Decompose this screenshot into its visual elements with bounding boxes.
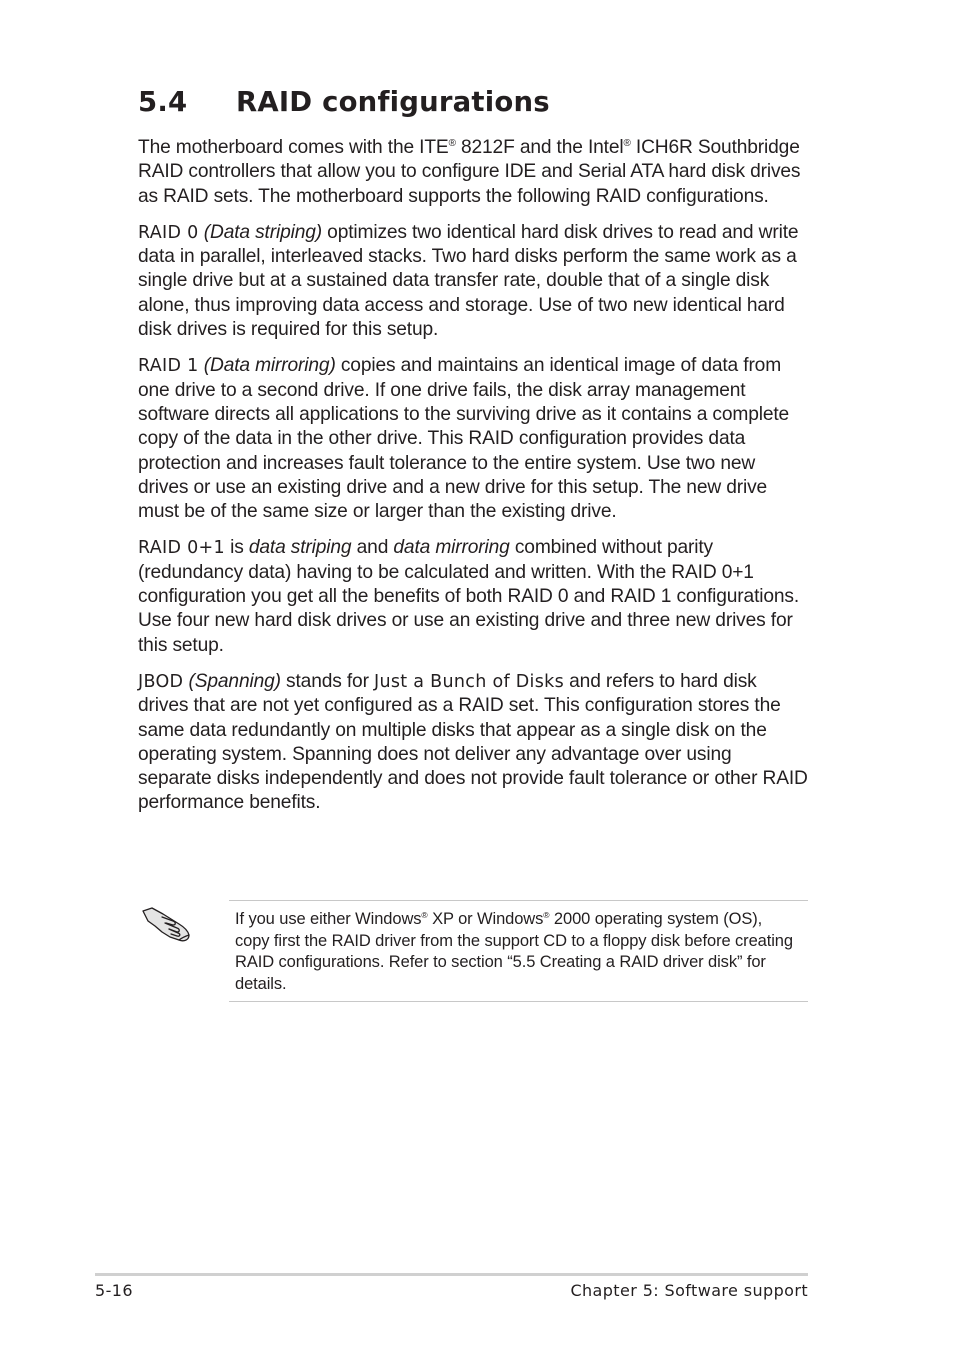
raid1-term: RAID 1 (138, 356, 199, 377)
raid01-term: RAID 0+1 (138, 538, 225, 559)
note-segment: If you use either Windows (235, 910, 422, 928)
jbod-qualifier: (Spanning) (188, 670, 281, 692)
intro-text: 8212F and the Intel (455, 137, 624, 158)
hand-pointing-icon (140, 904, 194, 944)
intro-paragraph (138, 136, 810, 209)
raid1-description: copies and maintains an identical image of data from one drive to a second drive. If one drive fails, the disk array management software directs all applications to the surviving drive as it contains a complete copy of the data in the other drive. This RAID configuration provides data protection and increases fault tolerance to the entire system. Use two new drives or use an existing drive and a new drive for this setup. The new drive must be of the same size or larger than the existing drive. (138, 355, 790, 523)
section-heading (138, 86, 550, 118)
registered-mark: ® (543, 910, 550, 920)
raid01-italic: data striping (248, 537, 352, 559)
raid0-paragraph (138, 221, 810, 342)
footer-divider (95, 1273, 808, 1276)
body-text (138, 136, 810, 828)
chapter-title: Chapter 5: Software support (570, 1281, 808, 1300)
raid01-text: is (224, 537, 249, 559)
registered-mark: ® (448, 138, 456, 149)
jbod-expansion: Just a Bunch of Disks (374, 671, 564, 692)
registered-mark: ® (421, 910, 428, 920)
jbod-text: stands for (280, 670, 374, 692)
intro-text: The motherboard comes with the ITE (138, 137, 449, 158)
note-text (235, 909, 795, 995)
raid01-paragraph (138, 536, 810, 657)
raid0-qualifier: (Data striping) (203, 221, 322, 243)
intro-text: ICH6R Southbridge RAID controllers that allow you to configure IDE and Serial ATA hard disk drives as RAID sets. The motherboard supports the following RAID configurations. (138, 137, 801, 207)
jbod-description: and refers to hard disk drives that are not yet configured as a RAID set. This configuration stores the same data redundantly on multiple disks that appear as a single disk on the operating system. Spanning does not deliver any advantage over using separate disks independently and does not provide fault tolerance or other RAID performance benefits. (138, 670, 808, 814)
raid01-text: and (351, 537, 394, 559)
raid0-description: optimizes two identical hard disk drives to read and write data in parallel, interleaved stacks. Two hard disks perform the same work as a single drive but at a sustained data transfer rate, double that of a single disk alone, thus improving data access and storage. Use of two new identical hard disk drives is required for this setup. (138, 221, 799, 341)
registered-mark: ® (623, 138, 631, 149)
raid01-italic: data mirroring (393, 537, 510, 559)
raid01-description: combined without parity (redundancy data) having to be calculated and written. With the RAID 0+1 configuration you get all the benefits of both RAID 0 and RAID 1 configurations. Use four new hard disk drives or use an existing drive and three new drives for this setup. (138, 537, 800, 656)
jbod-term: JBOD (138, 671, 184, 692)
note-segment: XP or Windows (427, 910, 544, 928)
note-segment: 2000 operating system (OS), copy first the RAID driver from the support CD to a floppy disk before creating RAID configurations. Refer to section “5.5 Creating a RAID driver disk” for details. (235, 910, 793, 993)
jbod-paragraph (138, 670, 810, 816)
note-box (229, 900, 808, 1002)
raid0-term: RAID 0 (138, 222, 199, 243)
page-number: 5-16 (95, 1281, 133, 1300)
section-number: 5.4 (138, 86, 188, 118)
section-title: RAID configurations (236, 86, 550, 118)
raid1-qualifier: (Data mirroring) (203, 355, 336, 377)
raid1-paragraph (138, 354, 810, 524)
